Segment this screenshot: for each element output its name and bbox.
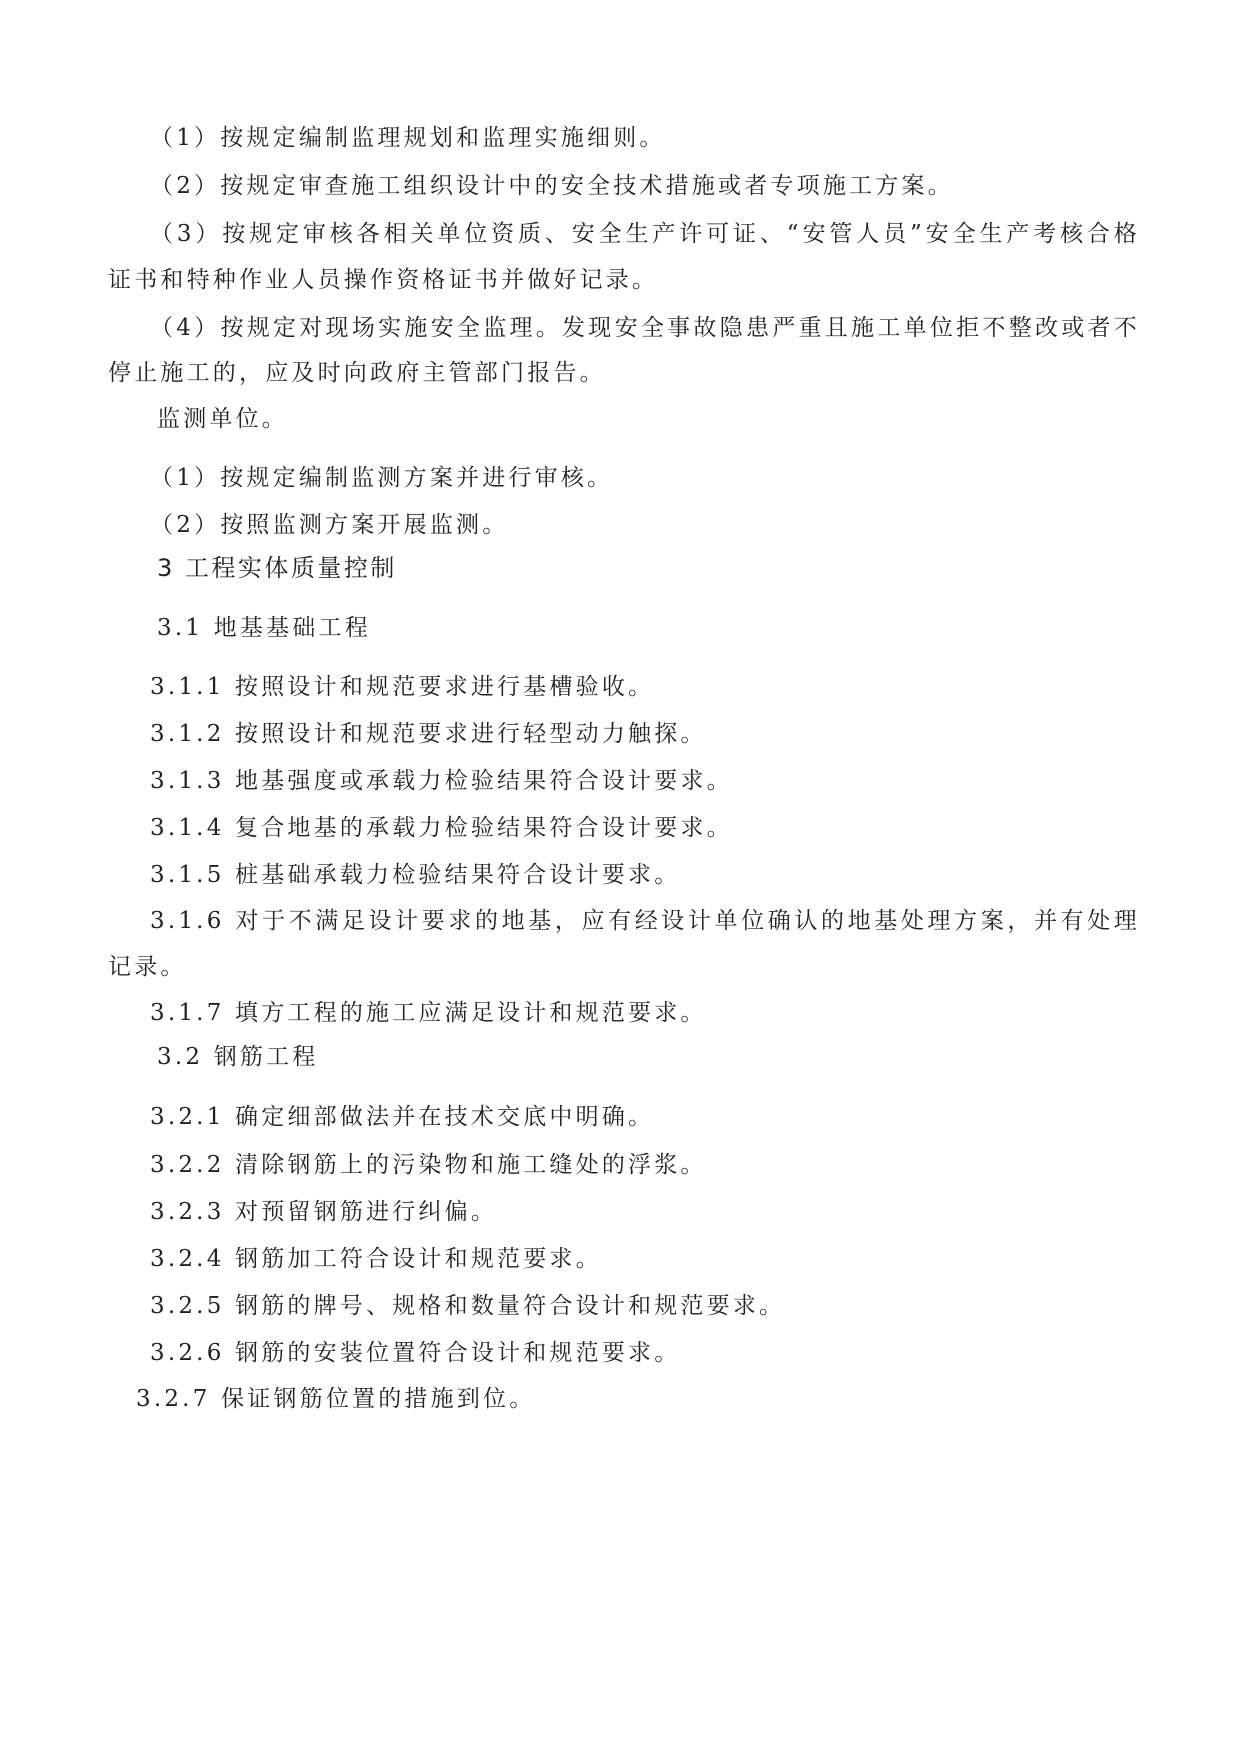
section-3-1-heading: 3.1 地基基础工程 <box>157 615 371 641</box>
item-3-1-1: 3.1.1 按照设计和规范要求进行基槽验收。 <box>150 674 655 700</box>
monitoring-unit-title: 监测单位。 <box>157 406 288 432</box>
supervision-item-4-line-1: （4）按规定对现场实施安全监理。发现安全事故隐患严重且施工单位拒不整改或者不 <box>150 315 1140 341</box>
item-3-2-7: 3.2.7 保证钢筋位置的措施到位。 <box>136 1386 536 1412</box>
section-3-heading: 3 工程实体质量控制 <box>157 554 397 582</box>
item-3-1-2: 3.1.2 按照设计和规范要求进行轻型动力触探。 <box>150 721 707 747</box>
item-3-1-6-line-1: 3.1.6 对于不满足设计要求的地基，应有经设计单位确认的地基处理方案，并有处理 <box>150 908 1140 934</box>
section-3-2-heading: 3.2 钢筋工程 <box>157 1044 319 1070</box>
item-3-1-5: 3.1.5 桩基础承载力检验结果符合设计要求。 <box>150 862 681 888</box>
item-3-1-4: 3.1.4 复合地基的承载力检验结果符合设计要求。 <box>150 815 733 841</box>
item-3-1-7: 3.1.7 填方工程的施工应满足设计和规范要求。 <box>150 1000 707 1026</box>
item-3-2-6: 3.2.6 钢筋的安装位置符合设计和规范要求。 <box>150 1340 681 1366</box>
supervision-item-1: （1）按规定编制监理规划和监理实施细则。 <box>150 125 666 151</box>
supervision-item-3-line-2: 证书和特种作业人员操作资格证书并做好记录。 <box>108 267 659 293</box>
supervision-item-4-line-2: 停止施工的，应及时向政府主管部门报告。 <box>108 360 606 386</box>
item-3-2-5: 3.2.5 钢筋的牌号、规格和数量符合设计和规范要求。 <box>150 1293 786 1319</box>
item-3-1-3: 3.1.3 地基强度或承载力检验结果符合设计要求。 <box>150 768 733 794</box>
supervision-item-3-line-1: （3）按规定审核各相关单位资质、安全生产许可证、“安管人员”安全生产考核合格 <box>150 221 1140 247</box>
item-3-2-2: 3.2.2 清除钢筋上的污染物和施工缝处的浮浆。 <box>150 1152 707 1178</box>
item-3-2-3: 3.2.3 对预留钢筋进行纠偏。 <box>150 1199 498 1225</box>
supervision-item-2: （2）按规定审查施工组织设计中的安全技术措施或者专项施工方案。 <box>150 173 954 199</box>
monitoring-item-2: （2）按照监测方案开展监测。 <box>150 512 509 538</box>
monitoring-item-1: （1）按规定编制监测方案并进行审核。 <box>150 465 614 491</box>
item-3-2-4: 3.2.4 钢筋加工符合设计和规范要求。 <box>150 1246 602 1272</box>
item-3-2-1: 3.2.1 确定细部做法并在技术交底中明确。 <box>150 1104 655 1130</box>
item-3-1-6-line-2: 记录。 <box>108 954 187 980</box>
